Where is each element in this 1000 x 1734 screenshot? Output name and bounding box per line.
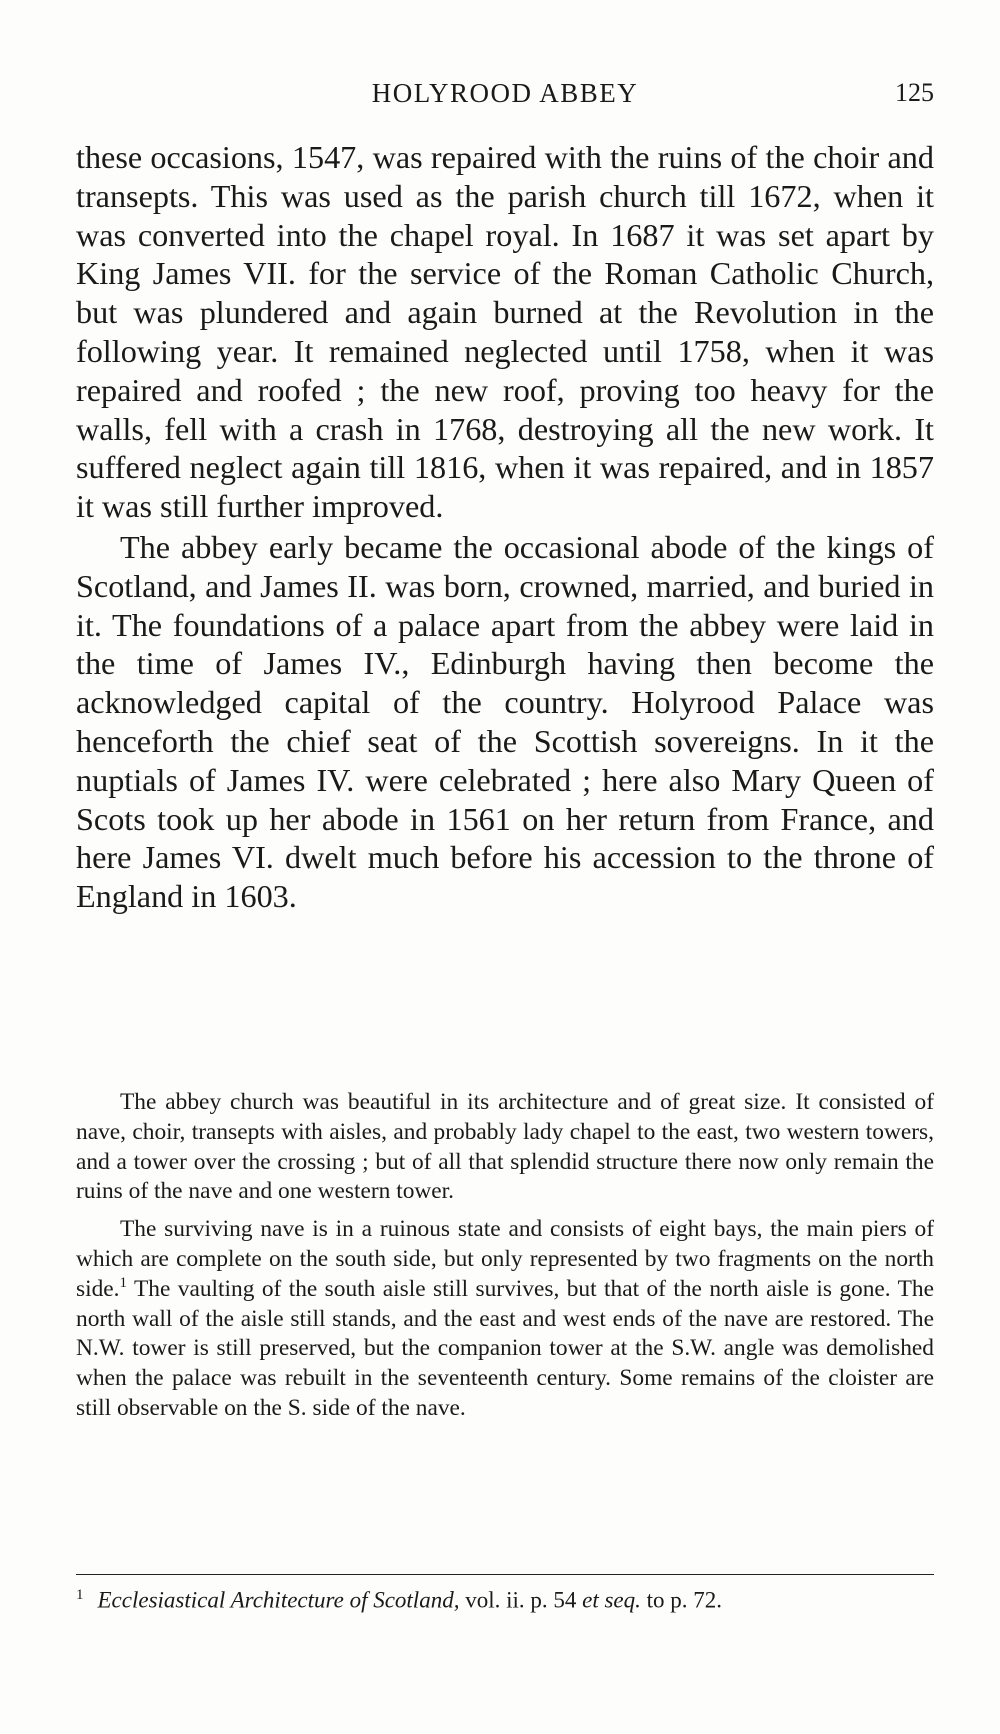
- main-text: [76, 138, 934, 916]
- footnote-tail: to p. 72.: [640, 1587, 723, 1613]
- small-paragraph-2: [76, 1215, 934, 1424]
- paragraph-2: The abbey early became the occasional abode of the kings of Scotland, and James II. was born, crowned, married, and buried in it. The foundations of a palace apart from the abbey were laid in the time of James IV., Edinburgh having then become the acknowledged capital of the country. Holyrood Palace was henceforth the chief seat of the Scottish sovereigns. In it the nuptials of James IV. were celebrated ; here also Mary Queen of Scots took up her abode in 1561 on her return from France, and here James VI. dwelt much before his accession to the throne of England in 1603.: [76, 528, 934, 915]
- page-number: 125: [895, 78, 934, 107]
- paragraph-1: these occasions, 1547, was repaired with the ruins of the choir and transepts. This was used as the parish church till 1672, when it was converted into the chapel royal. In 1687 it was set apart by King James VII. for the service of the Roman Catholic Church, but was plundered and again burned at the Revolution in the following year. It remained neglected until 1758, when it was repaired and roofed ; the new roof, proving too heavy for the walls, fell with a crash in 1768, destroying all the new work. It suffered neglect again till 1816, when it was repaired, and in 1857 it was still further improved.: [76, 139, 934, 525]
- footnote-et-seq: et seq.: [582, 1587, 641, 1613]
- footnote: [76, 1580, 934, 1616]
- small-paragraph-2-continued: The vaulting of the south aisle still survives, but that of the north aisle is gone. The north wall of the aisle still stands, and the east and west ends of the nave are restored. The N.W. tower is still preserved, but the companion tower at the S.W. angle was demolished when the palace was rebuilt in the seventeenth century. Some remains of the cloister are still observable on the S. side of the nave.: [76, 1275, 934, 1421]
- page-header: [76, 78, 934, 114]
- small-paragraph-2-text: The surviving nave is in a ruinous state and consists of eight bays, the main piers of which are complete on the south side, but only represented by two fragments on the north side.: [76, 1216, 934, 1302]
- small-paragraph-1: The abbey church was beautiful in its architecture and of great size. It consisted of nave, choir, transepts with aisles, and probably lady chapel to the east, two western towers, and a tower over the crossing ; but of all that splendid structure there now only remain the ruins of the nave and one western tower.: [76, 1089, 934, 1205]
- footnote-mark: 1: [76, 1587, 84, 1603]
- running-title: HOLYROOD ABBEY: [371, 78, 639, 108]
- small-print-section: [76, 1080, 934, 1424]
- footnote-divider: [76, 1574, 934, 1575]
- footnote-title: Ecclesiastical Architecture of Scotland,: [97, 1587, 460, 1613]
- footnote-reference[interactable]: 1: [119, 1274, 128, 1291]
- footnote-volume: vol. ii. p. 54: [459, 1587, 583, 1613]
